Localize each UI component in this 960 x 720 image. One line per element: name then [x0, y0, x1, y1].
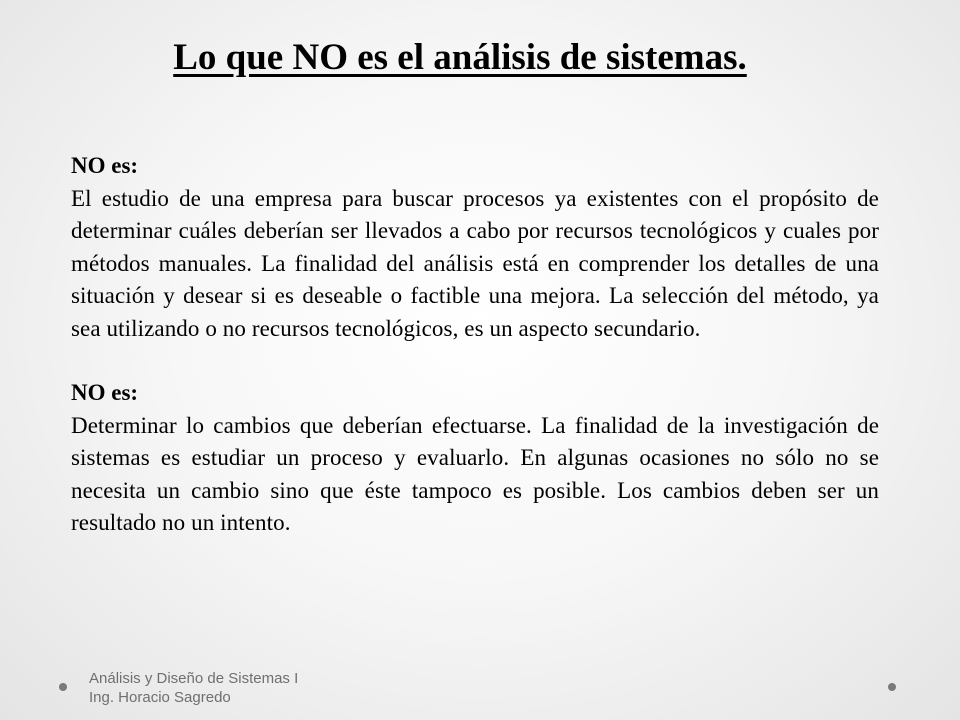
- section-2-label: NO es:: [71, 380, 139, 405]
- slide-body: [71, 150, 879, 540]
- section-2-text: Determinar lo cambios que deberían efectuarse. La finalidad de la investigación de sistemas es estudiar un proceso y evaluarlo. En algunas ocasiones no sólo no se necesita un cambio sino que éste tampoco es posible. Los cambios deben ser un resultado no un intento.: [71, 412, 879, 535]
- footer: [89, 669, 298, 707]
- section-1-label: NO es:: [71, 153, 139, 178]
- footer-author: Ing. Horacio Sagredo: [89, 689, 231, 706]
- footer-right-dot: [888, 683, 896, 691]
- footer-course: Análisis y Diseño de Sistemas I: [89, 670, 299, 687]
- section-2: [71, 377, 879, 540]
- section-1: [71, 150, 879, 345]
- slide-title: Lo que NO es el análisis de sistemas.: [173, 37, 747, 78]
- section-1-text: El estudio de una empresa para buscar procesos ya existentes con el propósito de determinar cuáles deberían ser llevados a cabo por recursos tecnológicos y cuales por métodos manuales. La finalidad del análisis está en comprender los detalles de una situación y desear si es deseable o factible una mejora. La selección del método, ya sea utilizando o no recursos tecnológicos, es un aspecto secundario.: [71, 185, 879, 341]
- footer-left-dot: [59, 683, 67, 691]
